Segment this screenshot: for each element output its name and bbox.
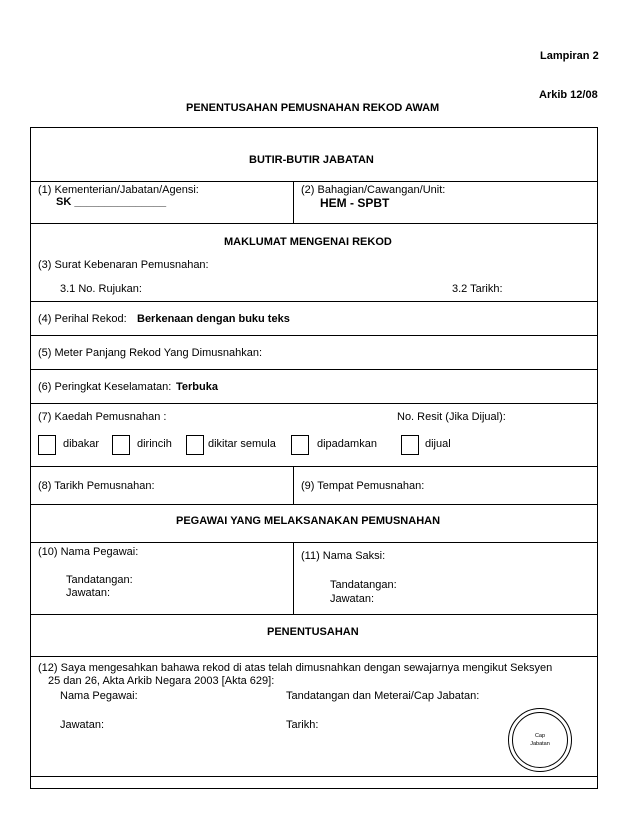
- method-label: dipadamkan: [317, 438, 377, 450]
- statement-line-2: 25 dan 26, Akta Arkib Negara 2003 [Akta 629]:: [48, 675, 275, 687]
- form-title: PENENTUSAHAN PEMUSNAHAN REKOD AWAM: [186, 102, 440, 114]
- method-label: dijual: [425, 438, 451, 450]
- kementerian-value[interactable]: SK _______________: [56, 196, 167, 208]
- tempat-pemusnahan-label: (9) Tempat Pemusnahan:: [301, 480, 425, 492]
- divider: [31, 776, 597, 777]
- no-rujukan-label: 3.1 No. Rujukan:: [60, 283, 142, 295]
- tandatangan-cap-label: Tandatangan dan Meterai/Cap Jabatan:: [286, 690, 480, 702]
- checkbox-dikitar-semula[interactable]: [186, 435, 204, 455]
- tandatangan-label: Tandatangan:: [66, 574, 133, 586]
- column-divider: [293, 181, 294, 223]
- perihal-rekod-label: (4) Perihal Rekod:: [38, 313, 127, 325]
- divider: [31, 301, 597, 302]
- stamp-text: Cap: [534, 733, 546, 739]
- jawatan-sign-label: Jawatan:: [60, 719, 105, 731]
- perihal-rekod-value[interactable]: Berkenaan dengan buku teks: [137, 313, 290, 325]
- divider: [31, 403, 597, 404]
- nama-pegawai-sign-label: Nama Pegawai:: [60, 690, 138, 702]
- divider: [31, 466, 597, 467]
- stamp-inner-circle: [512, 712, 568, 768]
- bahagian-label: (2) Bahagian/Cawangan/Unit:: [301, 184, 446, 196]
- maklumat-heading: MAKLUMAT MENGENAI REKOD: [224, 236, 392, 248]
- divider: [31, 504, 597, 505]
- tarikh-pemusnahan-label: (8) Tarikh Pemusnahan:: [38, 480, 155, 492]
- tarikh-surat-label: 3.2 Tarikh:: [452, 283, 503, 295]
- bahagian-value[interactable]: HEM - SPBT: [320, 196, 390, 210]
- column-divider: [293, 542, 294, 614]
- method-label: dikitar semula: [208, 438, 276, 450]
- stamp-text: Jabatan: [530, 741, 550, 747]
- divider: [31, 614, 597, 615]
- checkbox-dibakar[interactable]: [38, 435, 56, 455]
- method-label: dibakar: [63, 438, 100, 450]
- kementerian-label: (1) Kementerian/Jabatan/Agensi:: [38, 184, 199, 196]
- tandatangan-label: Tandatangan:: [330, 579, 397, 591]
- peringkat-label: (6) Peringkat Keselamatan:: [38, 381, 172, 393]
- resit-label: No. Resit (Jika Dijual):: [397, 411, 506, 423]
- checkbox-dirincih[interactable]: [112, 435, 130, 455]
- penentusahan-heading: PENENTUSAHAN: [267, 626, 359, 638]
- nama-pegawai-label: (10) Nama Pegawai:: [38, 546, 139, 558]
- pegawai-heading: PEGAWAI YANG MELAKSANAKAN PEMUSNAHAN: [176, 515, 441, 527]
- jawatan-label: Jawatan:: [66, 587, 111, 599]
- divider: [31, 223, 597, 224]
- checkbox-dijual[interactable]: [401, 435, 419, 455]
- stamp-circle: [508, 708, 572, 772]
- statement-line-1: (12) Saya mengesahkan bahawa rekod di atas telah dimusnahkan dengan sewajarnya mengikut Seksyen: [38, 662, 553, 674]
- butir-heading: BUTIR-BUTIR JABATAN: [249, 154, 374, 166]
- divider: [31, 335, 597, 336]
- surat-kebenaran-label: (3) Surat Kebenaran Pemusnahan:: [38, 259, 209, 271]
- divider: [31, 542, 597, 543]
- divider: [31, 181, 597, 182]
- nama-saksi-label: (11) Nama Saksi:: [301, 550, 386, 562]
- checkbox-dipadamkan[interactable]: [291, 435, 309, 455]
- method-label: dirincih: [137, 438, 172, 450]
- column-divider: [293, 466, 294, 504]
- peringkat-value[interactable]: Terbuka: [176, 381, 218, 393]
- divider: [31, 656, 597, 657]
- tarikh-sign-label: Tarikh:: [286, 719, 319, 731]
- arkib-reference: Arkib 12/08: [539, 89, 598, 101]
- meter-panjang-label: (5) Meter Panjang Rekod Yang Dimusnahkan:: [38, 347, 262, 359]
- lampiran-label: Lampiran 2: [540, 50, 599, 62]
- divider: [31, 369, 597, 370]
- jawatan-label: Jawatan:: [330, 593, 375, 605]
- kaedah-label: (7) Kaedah Pemusnahan :: [38, 411, 167, 423]
